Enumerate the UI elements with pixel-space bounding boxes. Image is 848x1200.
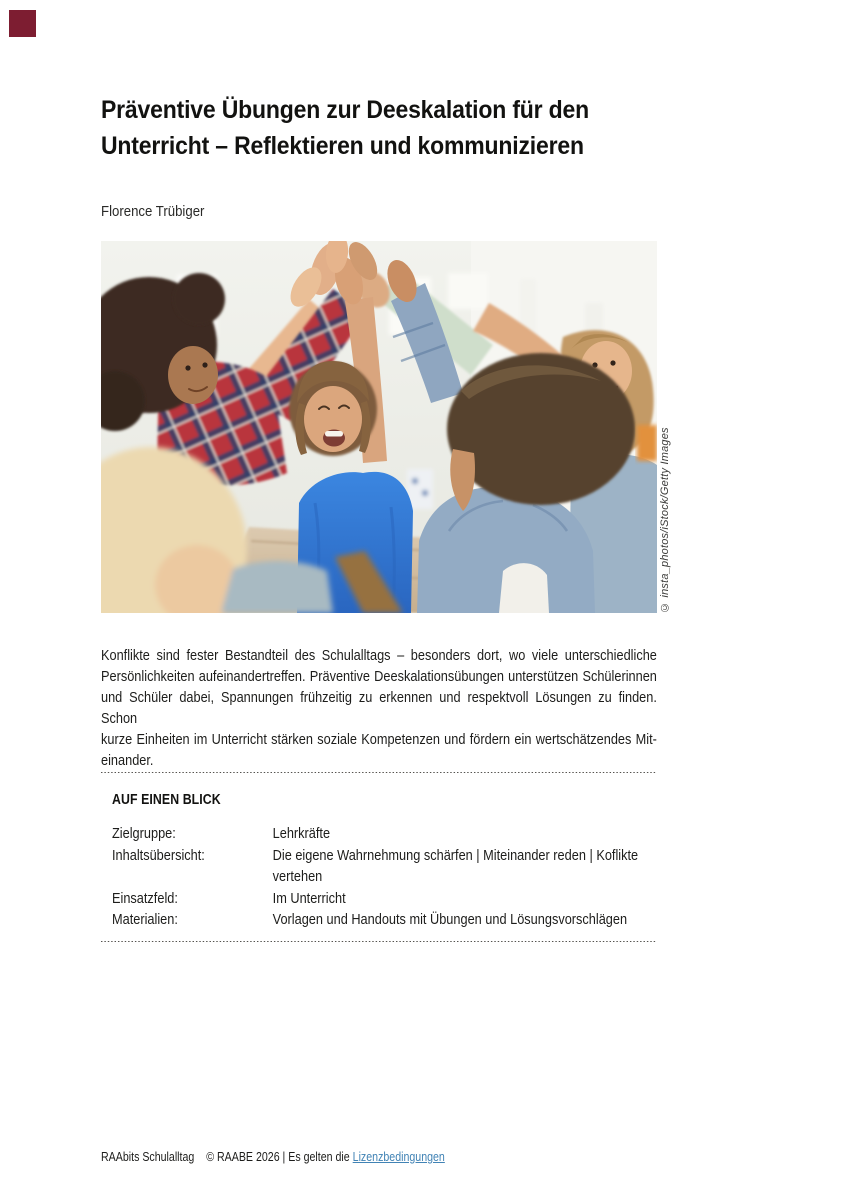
overview-label-inhaltsuebersicht: Inhaltsübersicht: bbox=[112, 846, 205, 864]
photo-credit: © insta_photos/iStock/Getty Images bbox=[659, 427, 671, 613]
overview-label-zielgruppe: Zielgruppe: bbox=[112, 825, 176, 842]
page-title bbox=[101, 92, 657, 164]
overview-value-materialien: Vorlagen und Handouts mit Übungen und Lösungsvorschlägen bbox=[272, 911, 628, 929]
intro-line: kurze Einheiten im Unterricht stärken soziale Kompetenzen und fördern ein wertschätzendes Mit- bbox=[101, 731, 657, 748]
overview-label-einsatzfeld: Einsatzfeld: bbox=[112, 889, 178, 907]
license-link[interactable]: Lizenzbedingungen bbox=[352, 1150, 445, 1164]
intro-line: Konflikte sind fester Bestandteil des Schulalltags – besonders dort, wo viele unterschiedliche bbox=[101, 647, 657, 664]
brand-corner-mark bbox=[9, 10, 36, 37]
intro-paragraph bbox=[101, 645, 657, 771]
overview-value-line: vertehen bbox=[272, 868, 323, 886]
overview-value-inhaltsuebersicht bbox=[273, 845, 657, 888]
overview-value-zielgruppe: Lehrkräfte bbox=[272, 825, 331, 842]
footer bbox=[101, 1150, 445, 1164]
overview-rows bbox=[112, 823, 657, 931]
dotted-divider-bottom bbox=[101, 941, 657, 943]
photo-orange-chair bbox=[637, 425, 657, 461]
overview-label-materialien: Materialien: bbox=[112, 911, 178, 929]
overview-value-einsatzfeld: Im Unterricht bbox=[272, 889, 346, 907]
overview-value-line: Die eigene Wahrnehmung schärfen | Miteinander reden | Koflikte bbox=[272, 846, 639, 864]
intro-line: Persönlichkeiten aufeinandertreffen. Präventive Deeskalationsübungen unterstützen Schülerinnen bbox=[101, 668, 657, 685]
footer-brand: RAAbits Schulalltag bbox=[101, 1150, 195, 1164]
footer-copyright: © RAABE 2026 | Es gelten die bbox=[206, 1150, 350, 1164]
classroom-photo-illustration bbox=[101, 241, 657, 613]
overview-heading: AUF EINEN BLICK bbox=[112, 792, 221, 808]
page-title-line-2: Unterricht – Reflektieren und kommunizieren bbox=[101, 132, 584, 160]
intro-line: und Schüler dabei, Spannungen frühzeitig zu erkennen und respektvoll Lösungen zu finden. Schon bbox=[101, 689, 657, 727]
page-title-line-1: Präventive Übungen zur Deeskalation für den bbox=[101, 96, 589, 124]
classroom-photo bbox=[101, 241, 657, 613]
intro-line: einander. bbox=[101, 752, 154, 769]
dotted-divider-top bbox=[101, 772, 657, 774]
author-name: Florence Trübiger bbox=[101, 203, 205, 220]
